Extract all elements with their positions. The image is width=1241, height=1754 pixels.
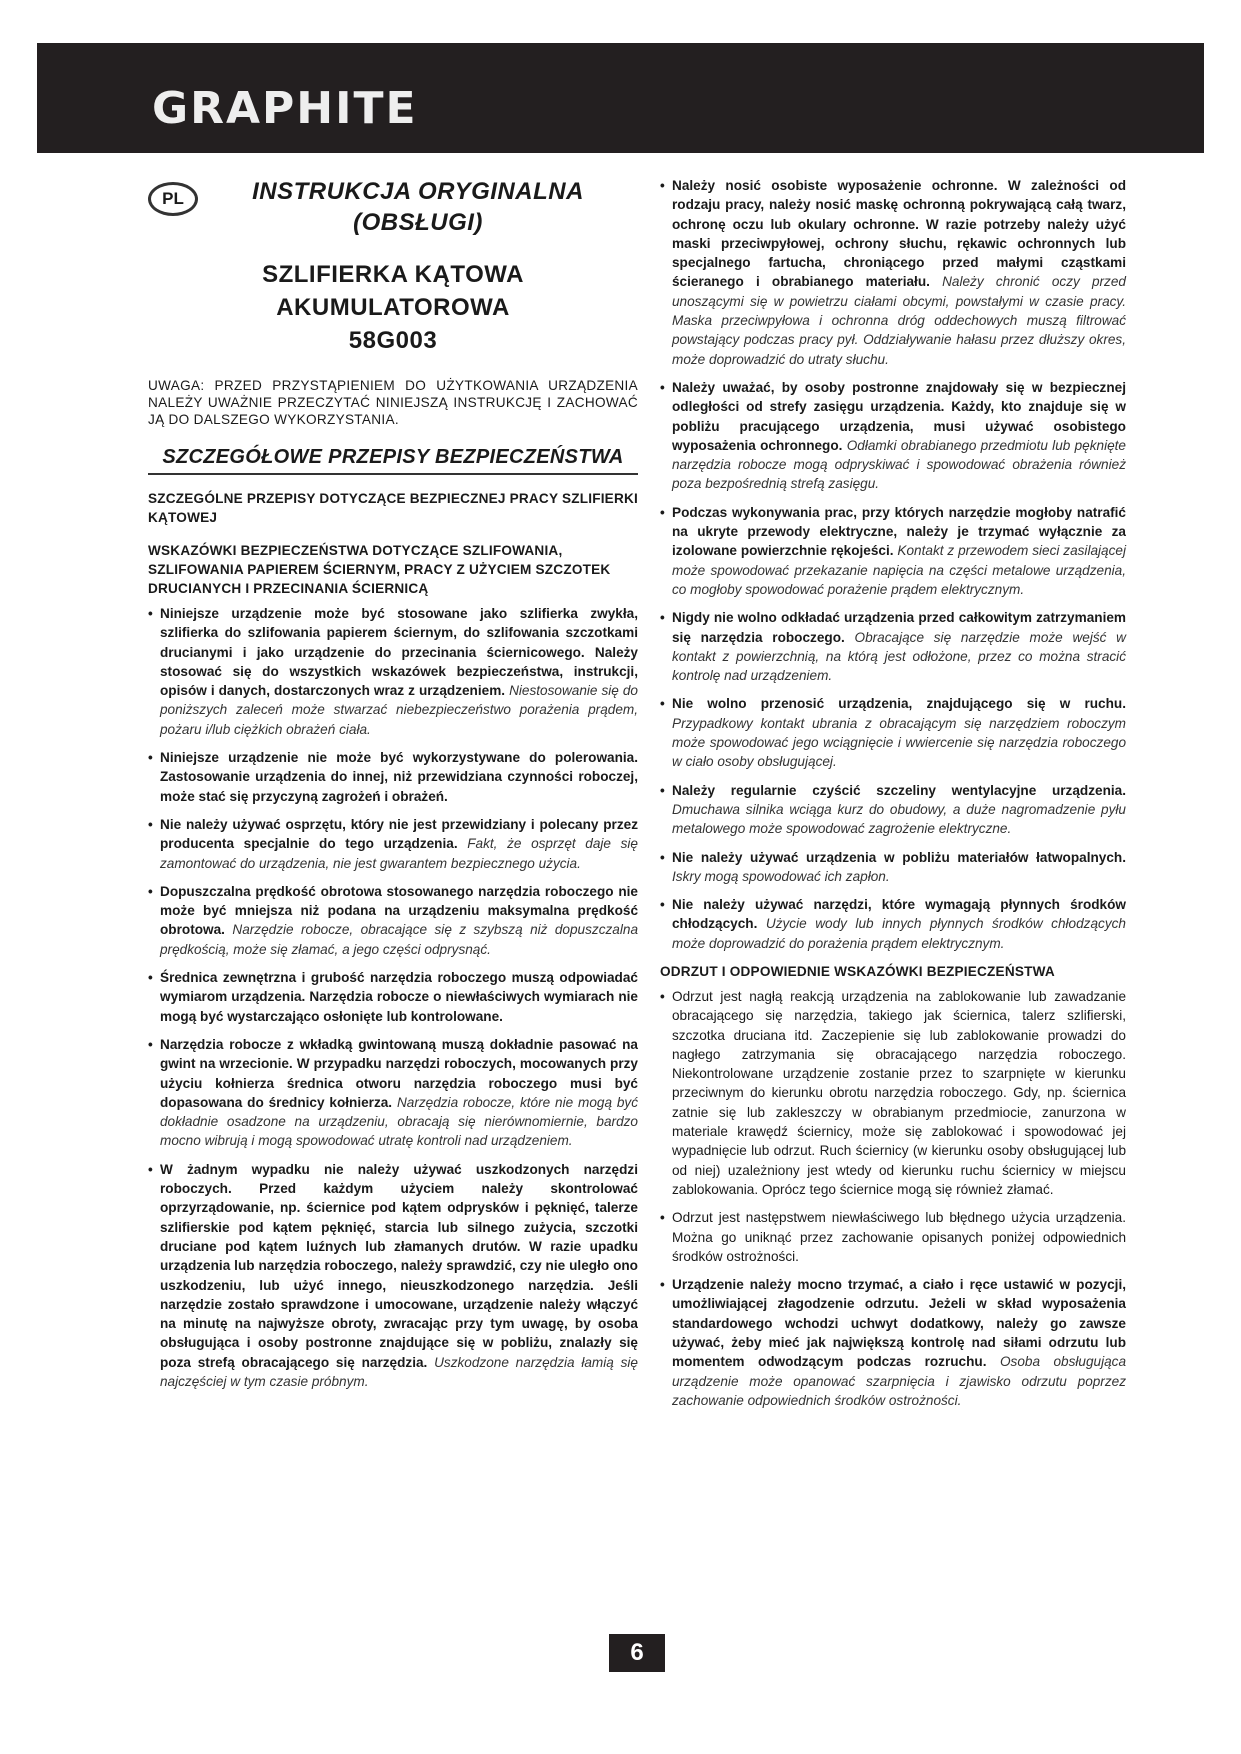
bullet-icon: • (148, 883, 153, 899)
item-bold-text: Nigdy nie wolno odkładać urządzenia przed całkowitym zatrzymaniem się narzędzia roboczego. (672, 610, 1126, 645)
bullet-icon: • (148, 1036, 153, 1052)
item-bold-text: Nie wolno przenosić urządzenia, znajdującego się w ruchu. (672, 696, 1126, 712)
item-italic-text: Kontakt z przewodem sieci zasilającej może spowodować przekazanie napięcia na części metalowe urządzenia, co mogłoby spowodować porażenie prądem elektrycznym. (672, 543, 1126, 597)
product-name-line2: AKUMULATOROWA (276, 294, 510, 321)
item-bold-text: Nie należy używać urządzenia w pobliżu materiałów łatwopalnych. (672, 849, 1126, 865)
list-item (660, 781, 1126, 839)
warning-text: UWAGA: PRZED PRZYSTĄPIENIEM DO UŻYTKOWANIA URZĄDZENIA NALEŻY UWAŻNIE PRZECZYTAĆ NINIEJSZĄ INSTRUKCJĘ I ZACHOWAĆ JĄ DO DALSZEGO WYKORZYSTANIA. (148, 378, 638, 427)
bullet-icon: • (660, 1277, 665, 1293)
list-item (660, 694, 1126, 771)
doc-title-line2: (OBSŁUGI) (353, 209, 483, 236)
item-italic-text: Użycie wody lub innych płynnych środków chłodzących może doprowadzić do porażenia prądem elektrycznym. (672, 916, 1126, 951)
list-item (148, 882, 638, 959)
list-item (660, 378, 1126, 494)
bullet-icon: • (660, 696, 665, 712)
bullet-icon: • (148, 970, 153, 986)
item-bold-text: Urządzenie należy mocno trzymać, a ciało i ręce ustawić w pozycji, umożliwiającej złagodzenie odrzutu. Jeżeli w skład wyposażenia standardowego wchodzi uchwyt dodatkowy, należy go zawsze używać, żeby mieć jak największą kontrolę nad siłami odrzutu lub momentem odwodzącym podczas rozruchu. (672, 1277, 1126, 1370)
item-bold-text: Nie należy używać osprzętu, który nie jest przewidziany i polecany przez producenta specjalnie do tego urządzenia. (160, 816, 638, 852)
item-italic-text: Fakt, że osprzęt daje się zamontować do urządzenia, nie jest gwarantem bezpiecznego użycia. (160, 836, 638, 871)
item-italic-text: Osoba obsługująca urządzenie może opanować szarpnięcia i zjawisko odrzutu poprzez zachowanie odpowiednich środków ostrożności. (672, 1354, 1127, 1408)
left-safety-list (148, 604, 638, 1391)
title-block (148, 176, 638, 238)
list-item (660, 503, 1126, 599)
bullet-icon: • (660, 379, 665, 395)
item-italic-text: Uszkodzone narzędzia łamią się najczęściej w tym czasie próbnym. (160, 1354, 638, 1389)
list-item (148, 815, 638, 873)
product-model: 58G003 (348, 327, 438, 354)
bullet-icon: • (660, 849, 665, 865)
right-safety-list (660, 176, 1126, 953)
item-bold-text: Narzędzia robocze z wkładką gwintowaną muszą dokładnie pasować na gwint na wrzecionie. W przypadku narzędzi roboczych, mocowanych przy użyciu kołnierza średnica otworu narzędzia roboczego musi być dopasowana do średnicy kołnierza. (160, 1036, 638, 1110)
item-bold-text: Nie należy używać narzędzi, które wymagają płynnych środków chłodzących. (672, 897, 1126, 932)
list-item (660, 848, 1126, 887)
item-italic-text: Odłamki obrabianego przedmiotu lub pęknięte narzędzia robocze mogą odpryskiwać i spowodować obrażenia również poza bezpośrednią strefą zasięgu. (672, 437, 1126, 492)
item-italic-text: Narzędzia robocze, które nie mogą być dokładnie osadzone na urządzeniu, obracają się nierównomiernie, bardzo mocno wibrują i mogą spowodować utratę kontroli nad urządzeniem. (160, 1094, 638, 1149)
list-item (148, 748, 638, 806)
item-bold-text: Niniejsze urządzenie nie może być wykorzystywane do polerowania. Zastosowanie urządzenia do innej, niż przewidziana czynności roboczej, może stać się przyczyną zagrożeń i obrażeń. (160, 750, 638, 804)
item-italic-text: Dmuchawa silnika wciąga kurz do obudowy, a duże nagromadzenie pyłu metalowego może spowodować zagrożenie elektryczne. (672, 801, 1126, 837)
page-number: 6 (609, 1634, 665, 1672)
list-item (660, 895, 1126, 953)
subheading-3: ODRZUT I ODPOWIEDNIE WSKAZÓWKI BEZPIECZEŃSTWA (660, 963, 1055, 979)
bullet-icon: • (660, 178, 665, 193)
item-bold-text: Podczas wykonywania prac, przy których narzędzie mogłoby natrafić na ukryte przewody elektryczne, należy je trzymać wyłącznie za izolowane powierzchnie rękojeści. (672, 504, 1126, 559)
list-item (660, 1275, 1126, 1410)
item-normal-text: Odrzut jest następstwem niewłaściwego lub błędnego użycia urządzenia. Można go uniknąć przez zachowanie opisanych poniżej odpowiednich środków ostrożności. (672, 1210, 1126, 1264)
list-item (148, 604, 638, 739)
left-column (148, 176, 638, 1400)
item-bold-text: Średnica zewnętrzna i grubość narzędzia roboczego muszą odpowiadać wymiarom urządzenia. Narzędzia robocze o niewłaściwych wymiarach nie mogą być wystarczająco osłonięte lub kontrolowane. (160, 970, 638, 1024)
header-bar (37, 43, 1204, 153)
subheading-1: SZCZEGÓLNE PRZEPISY DOTYCZĄCE BEZPIECZNEJ PRACY SZLIFIERKI KĄTOWEJ (148, 491, 638, 525)
item-italic-text: Niestosowanie się do poniższych zaleceń może stwarzać niebezpieczeństwo porażenia prądem, pożaru i/lub ciężkich obrażeń ciała. (160, 683, 638, 737)
item-italic-text: Obracające się narzędzie może wejść w kontakt z powierzchnią, na którą jest odłożone, przez co można stracić kontrolę nad urządzeniem. (672, 629, 1126, 684)
item-italic-text: Przypadkowy kontakt ubrania z obracającym się narzędziem roboczym może spowodować jego wciągnięcie i wwiercenie się narzędzia roboczego w ciało osoby obsługującej. (672, 715, 1126, 770)
item-bold-text: W żadnym wypadku nie należy używać uszkodzonych narzędzi roboczych. Przed każdym użyciem należy skontrolować oprzyrządowanie, np. ściernice pod kątem odprysków i pęknięć, talerze szlifierskie pod kątem pęknięć, starcia lub silnego zużycia, szczotki druciane pod kątem luźnych lub złamanych drutów. W razie upadku urządzenia lub narzędzia roboczego, należy sprawdzić, czy nie uległo ono uszkodzeniu, lub użyć innego, nieuszkodzonego narzędzia. Jeśli narzędzie zostało sprawdzone i umocowane, urządzenie należy włączyć na minutę na najwyższe obroty, zwracając przy tym uwagę, by osoba obsługująca i osoby postronne znajdujące się w pobliżu, znalazły się poza strefą obracającego się narzędzia. (160, 1161, 638, 1370)
item-bold-text: Dopuszczalna prędkość obrotowa stosowanego narzędzia roboczego nie może być mniejsza niż podana na urządzeniu maksymalna prędkość obrotowa. (160, 883, 638, 938)
item-bold-text: Należy uważać, by osoby postronne znajdowały się w bezpiecznej odległości od strefy zasięgu urządzenia. Każdy, kto znajduje się w pobliżu pracującego urządzenia, musi używać osobistego wyposażenia ochronnego. (672, 379, 1126, 453)
list-item (148, 1160, 638, 1392)
item-normal-text: Odrzut jest nagłą reakcją urządzenia na zablokowanie lub zawadzanie obracającego się narzędzia, takiego jak ściernica, talerz szlifierski, szczotka druciana itd. Zaczepienie się lub zablokowanie prowadzi do nagłego zatrzymania się obracającego narzędzia roboczego. Niekontrolowane urządzenie zostanie przez to szarpnięte w kierunku przeciwnym do kierunku obrotu narzędzia roboczego. Gdy, np. ściernica zatnie się lub zakleszczy w obrabianym przedmiocie, zanurzona w materiale krawędź ściernicy, może się zablokować i spowodować jej wypadnięcie lub odrzut. Ruch ściernicy (w kierunku osoby obsługującej lub od niej) uzależniony jest wtedy od kierunku ruchu ściernicy w miejscu zablokowania. Oprócz tego ściernice mogą się również złamać. (672, 988, 1126, 1197)
item-italic-text: Należy chronić oczy przed unoszącymi się w powietrzu ciałami obcymi, powstałymi w czasie pracy. Maska przeciwpyłowa i ochronna dróg oddechowych muszą filtrować powstający podczas pracy pył. Oddziaływanie hałasu przez dłuższy okres, może doprowadzić do utraty słuchu. (672, 274, 1126, 367)
bullet-icon: • (660, 988, 665, 1004)
list-item (660, 176, 1126, 369)
bullet-icon: • (148, 1161, 153, 1177)
graphite-logo: GRAPHITE (152, 83, 418, 134)
list-item (148, 968, 638, 1026)
bullet-icon: • (148, 606, 153, 621)
list-item (660, 608, 1126, 685)
bullet-icon: • (148, 750, 153, 766)
list-item (660, 1208, 1126, 1266)
bullet-icon: • (660, 897, 665, 913)
subheading-2: WSKAZÓWKI BEZPIECZEŃSTWA DOTYCZĄCE SZLIFOWANIA, SZLIFOWANIA PAPIEREM ŚCIERNYM, PRACY Z UŻYCIEM SZCZOTEK DRUCIANYCH I PRZECINANIA ŚCIERNICĄ (148, 543, 611, 596)
bullet-icon: • (148, 816, 153, 832)
item-bold-text: Należy nosić osobiste wyposażenie ochronne. W zależności od rodzaju pracy, należy nosić maskę ochronną pokrywającą całą twarz, ochronę oczu lub okulary ochronne. W razie potrzeby należy użyć maski przeciwpyłowej, ochrony słuchu, rękawic ochronnych lub specjalnego fartucha, chroniącego przed małymi cząstkami ścieranego i obrabianego materiału. (672, 178, 1126, 290)
bullet-icon: • (660, 782, 665, 798)
item-italic-text: Iskry mogą spowodować ich zapłon. (672, 868, 890, 884)
language-badge: PL (148, 182, 198, 216)
item-italic-text: Narzędzie robocze, obracające się z szybszą niż dopuszczalna prędkością, może się złamać, a jego części odprysnąć. (160, 922, 639, 957)
list-item (148, 1035, 638, 1151)
section-title: SZCZEGÓŁOWE PRZEPISY BEZPIECZEŃSTWA (148, 446, 638, 475)
right-column (660, 176, 1126, 1419)
doc-title-line1: INSTRUKCJA ORYGINALNA (252, 178, 584, 205)
list-item (660, 987, 1126, 1199)
item-bold-text: Niniejsze urządzenie może być stosowane jako szlifierka zwykła, szlifierka do szlifowania papierem ściernym, do szlifowania szczotkami drucianymi i jako urządzenie do przecinania ściernicowego. Należy stosować się do wszystkich wskazówek bezpieczeństwa, instrukcji, opisów i danych, dostarczonych wraz z urządzeniem. (160, 606, 638, 699)
kickback-list (660, 987, 1126, 1410)
bullet-icon: • (660, 1210, 665, 1226)
product-name-line1: SZLIFIERKA KĄTOWA (262, 261, 524, 288)
item-bold-text: Należy regularnie czyścić szczeliny wentylacyjne urządzenia. (672, 782, 1126, 798)
product-title (148, 258, 638, 357)
bullet-icon: • (660, 610, 665, 626)
bullet-icon: • (660, 504, 665, 520)
